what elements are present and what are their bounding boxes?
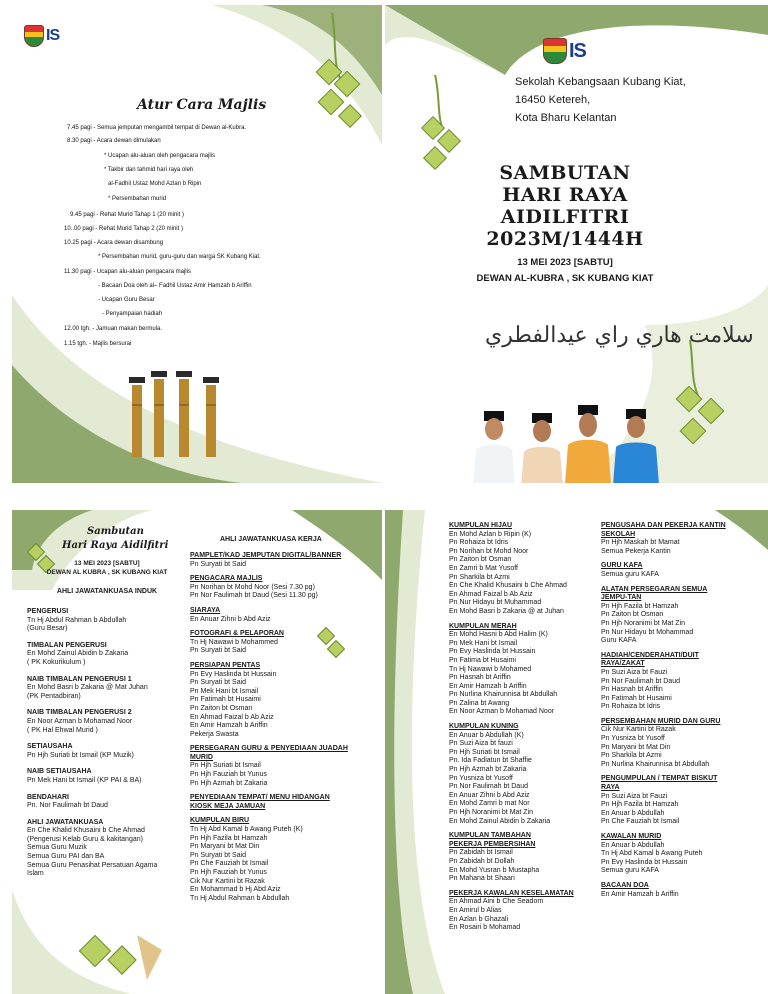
title-line: SAMBUTAN bbox=[499, 162, 631, 184]
group-member: En Amir Hamzah b Ariffin bbox=[449, 682, 527, 690]
group-heading: BACAAN DOA bbox=[601, 881, 649, 889]
group-member: Tn Hj Abdul Rahman b Abdullah bbox=[190, 894, 290, 902]
group-member: Pn Fatima bt Husaimi bbox=[449, 656, 516, 664]
group-heading: SIARAYA bbox=[190, 606, 221, 614]
group-member: Pekerja Swasta bbox=[190, 730, 239, 738]
group-member: Pn Suzi Aiza bt Fauzi bbox=[601, 792, 668, 800]
group-member: Pn Suzi Aiza bt Fauzi bbox=[601, 668, 668, 676]
group-heading: PENYEDIAAN TEMPAT/ MENU HIDANGAN KIOSK MEJA JAMUAN bbox=[190, 794, 330, 810]
agenda-line: 10.25 pagi - Acara dewan disambung bbox=[64, 240, 164, 246]
committee-page-right bbox=[385, 510, 768, 994]
group-member: Pn Suryati bt Said bbox=[190, 560, 247, 568]
role-heading: NAIB TIMBALAN PENGERUSI 1 bbox=[27, 675, 132, 683]
group-member: Tn Hj Abd Kamal b Awang Puteh bbox=[601, 850, 703, 858]
role-member: En Mohd Basri b Zakaria @ Mat Juhan bbox=[27, 684, 148, 692]
cover-page bbox=[385, 5, 768, 483]
role-member: Pn Mek Hani bt Ismail (KP PAI & BA) bbox=[27, 776, 142, 784]
group-heading: KAWALAN MURID bbox=[601, 833, 662, 840]
group-member: Pn Yusniza bt Yusoff bbox=[449, 774, 513, 782]
role-member: ( PK Kokurikulum ) bbox=[27, 658, 86, 666]
group-member: En Amir Hamzah b Ariffin bbox=[190, 722, 268, 730]
group-member: Pn Evy Haslinda bt Hussain bbox=[190, 670, 277, 678]
agenda-line: * Persembahan murid, guru-guru dan warga SK Kubang Kiat. bbox=[98, 254, 261, 260]
group-member: En Anuar b Abdullah (K) bbox=[449, 731, 524, 739]
group-photo bbox=[470, 405, 670, 483]
group-member: Pn Hjh Azmah bt Zakaria bbox=[449, 766, 527, 774]
group-member: Pn Hasnah bt Ariffin bbox=[601, 686, 663, 694]
agenda-line: 11.30 pagi - Ucapan alu-aluan pengacara majlis bbox=[64, 269, 191, 275]
group-member: Pn Nurlina Khairunnisa bt Abdullah bbox=[601, 760, 710, 768]
group-member: Pn Nur Hidayu bt Muhammad bbox=[449, 599, 542, 607]
school-address bbox=[515, 73, 686, 127]
role-member: En Noor Azman b Mohamad Noor bbox=[27, 717, 133, 725]
group-member: En Anuar Zihni b Abd Aziz bbox=[190, 615, 271, 623]
group-member: Pn Zaiton bt Osman bbox=[190, 704, 253, 712]
ketupat-icon bbox=[312, 615, 352, 675]
group-member: En Anuar b Abdullah bbox=[601, 841, 665, 849]
group-member: Pn Hasnah bt Ariffin bbox=[449, 674, 511, 682]
role-heading: SETIAUSAHA bbox=[27, 743, 73, 751]
address-line: 16450 Ketereh, bbox=[515, 94, 591, 106]
script-heading: Sambutan bbox=[87, 526, 144, 537]
group-heading: PEKERJA KAWALAN KESELAMATAN bbox=[449, 889, 574, 897]
group-heading: KUMPULAN MERAH bbox=[449, 622, 517, 630]
group-heading: KUMPULAN TAMBAHAN PEKERJA PEMBERSIHAN bbox=[449, 832, 536, 848]
ketupat-icon bbox=[22, 518, 62, 588]
group-heading: FOTOGRAFI & PELAPORAN bbox=[190, 630, 284, 638]
agenda-page bbox=[12, 5, 382, 483]
group-member: Pn Hjh Maskah bt Mamat bbox=[601, 539, 680, 547]
group-member: Guru KAFA bbox=[601, 637, 637, 645]
agenda-line: - Penyampaian hadiah bbox=[102, 311, 163, 317]
agenda-line: 1.15 tgh. - Majlis bersurai bbox=[64, 341, 132, 347]
group-member: Pn. Ida Fadiatun bt Shaffie bbox=[449, 757, 532, 765]
group-member: Pn Fatimah bt Husaimi bbox=[190, 696, 261, 704]
group-member: En Ahmad Faizal b Ab Aziz bbox=[190, 713, 274, 721]
main-committee-list bbox=[27, 600, 197, 879]
role-heading: TIMBALAN PENGERUSI bbox=[27, 641, 107, 649]
role-member: (Guru Besar) bbox=[27, 625, 68, 633]
group-member: Semua guru KAFA bbox=[601, 867, 659, 875]
group-member: En Amir Hamzah b Ariffin bbox=[601, 890, 679, 898]
group-member: Pn Norihan bt Mohd Noor (Sesi 7.30 pg) bbox=[190, 583, 315, 591]
agenda-line: 10..00 pagi - Rehat Murid Tahap 2 (20 minit ) bbox=[64, 226, 183, 232]
group-member: Tn Hj Nawawi b Mohammed bbox=[190, 638, 278, 646]
group-member: Pn Mek Hani bt Ismail bbox=[449, 639, 518, 647]
group-member: En Mohd Zainul Abidin b Zakaria bbox=[449, 817, 551, 825]
pelita-torch-icon bbox=[124, 365, 234, 460]
group-member: Pn Zabidah bt Dollah bbox=[449, 857, 515, 865]
group-member: En Anuar Zihni b Abd Aziz bbox=[449, 791, 530, 799]
group-member: Pn Hjh Noranimi bt Mat Zin bbox=[601, 619, 686, 627]
role-heading: BENDAHARI bbox=[27, 793, 69, 801]
group-member: Pn Nurlina Khairunnisa bt Abdullah bbox=[449, 691, 558, 699]
group-member: En Ahmad Aini b Che Seadom bbox=[449, 898, 544, 906]
group-member: Pn Evy Haslinda bt Hussain bbox=[601, 858, 688, 866]
group-member: Pn Sharkila bt Azmi bbox=[449, 573, 510, 581]
group-member: Pn Hjh Suriati bt Ismail bbox=[449, 748, 520, 756]
group-member: En Azlan b Ghazali bbox=[449, 915, 509, 923]
committee-heading: AHLI JAWATANKUASA KERJA bbox=[220, 536, 322, 543]
group-member: Cik Nur Kartini bt Razak bbox=[601, 726, 676, 734]
group-heading: ALATAN PERSEGARAN SEMUA JEMPU-TAN bbox=[601, 585, 708, 602]
crest-icon bbox=[543, 38, 567, 64]
group-member: Semua Pekerja Kantin bbox=[601, 547, 671, 555]
agenda-line: 12.00 tgh. - Jamuan makan bermula. bbox=[64, 326, 163, 332]
group-member: En Che Khalid Khusaini b Che Ahmad bbox=[449, 582, 567, 590]
is-logo-text: IS bbox=[46, 27, 60, 44]
group-member: Pn Mahana bt Shaari bbox=[449, 875, 515, 883]
group-member: Pn Maryani bt Mat Din bbox=[601, 743, 671, 751]
role-member: Semua Guru PAI dan BA bbox=[27, 853, 105, 861]
group-member: Pn Nor Faulimah bt Daud (Sesi 11.30 pg) bbox=[190, 592, 318, 600]
group-member: En Rosairi b Mohamad bbox=[449, 924, 521, 932]
event-date: 13 MEI 2023 [SABTU] bbox=[74, 560, 140, 567]
group-heading: PENGUSAHA DAN PEKERJA KANTIN SEKOLAH bbox=[601, 522, 726, 538]
school-logo bbox=[543, 38, 586, 64]
agenda-line: 8.30 pagi - Acara dewan dimulakan bbox=[67, 138, 161, 144]
calligraphy-greeting: سلامت هاري راي عيدالفطري bbox=[485, 323, 754, 348]
role-heading: NAIB TIMBALAN PENGERUSI 2 bbox=[27, 709, 132, 717]
role-member: En Mohd Zainul Abidin b Zakaria bbox=[27, 650, 129, 658]
agenda-line: al-Fadhil Ustaz Mohd Azlan b Ripin bbox=[108, 181, 202, 187]
role-heading: NAIB SETIAUSAHA bbox=[27, 768, 92, 776]
group-member: Pn Hjh Fazila bt Hamzah bbox=[601, 602, 679, 610]
event-venue: DEWAN AL-KUBRA , SK KUBANG KIAT bbox=[476, 273, 654, 284]
group-member: Tn Hj Nawawi b Mohamed bbox=[449, 665, 532, 673]
role-member: Pn. Nor Faulimah bt Daud bbox=[27, 802, 108, 810]
work-committee-list bbox=[190, 546, 380, 903]
role-heading: AHLI JAWATANKUASA bbox=[27, 818, 104, 826]
role-member: Semua Guru Penasihat Persatuan Agama bbox=[27, 861, 158, 869]
is-logo-text: IS bbox=[569, 39, 586, 62]
group-heading: PERSEGARAN GURU & PENYEDIAAN JUADAH MURID bbox=[190, 745, 348, 761]
ketupat-icon bbox=[660, 340, 740, 470]
group-list-left bbox=[449, 516, 599, 933]
group-heading: GURU KAFA bbox=[601, 562, 643, 570]
group-member: Pn Che Fauziah bt Ismail bbox=[190, 860, 269, 868]
agenda-line: * Persembahan murid bbox=[108, 196, 167, 202]
group-member: En Anuar b Abdullah bbox=[601, 809, 665, 817]
group-member: Pn Rohaiza bt Idris bbox=[449, 539, 509, 547]
group-heading: PERSEMBAHAN MURID DAN GURU bbox=[601, 717, 721, 725]
group-member: Tn Hj Abd Kamal b Awang Puteh (K) bbox=[190, 826, 303, 834]
address-line: Sekolah Kebangsaan Kubang Kiat, bbox=[515, 76, 686, 88]
role-member: En Che Khalid Khusaini b Che Ahmad bbox=[27, 827, 145, 835]
group-member: Pn Hjh Suriati bt Ismail bbox=[190, 762, 261, 770]
agenda-title: Atur Cara Majlis bbox=[137, 97, 267, 113]
group-heading: PENGUMPULAN / TEMPAT BISKUT RAYA bbox=[601, 775, 718, 792]
group-member: Pn Suryati bt Said bbox=[190, 647, 247, 655]
role-heading: PENGERUSI bbox=[27, 608, 69, 615]
committee-heading: AHLI JAWATANKUASA INDUK bbox=[56, 588, 158, 595]
group-member: Cik Nur Kartini bt Razak bbox=[190, 877, 265, 885]
group-member: Pn Fatimah bt Husaimi bbox=[601, 694, 672, 702]
committee-page-left bbox=[12, 510, 382, 994]
agenda-line: * Takbir dan tahmid hari raya oleh bbox=[104, 167, 194, 173]
group-member: Pn Suzi Aiza bt fauzi bbox=[449, 740, 513, 748]
group-member: Pn Zaiton bt Osman bbox=[449, 556, 512, 564]
group-member: Pn Che Fauziah bt Ismail bbox=[601, 818, 680, 826]
group-member: Pn Yusniza bt Yusoff bbox=[601, 735, 665, 743]
group-member: Pn Hjh Fauziah bt Yunus bbox=[190, 771, 267, 779]
role-member: (PK Pentadbiran) bbox=[27, 692, 81, 700]
title-line: HARI RAYA AIDILFITRI bbox=[500, 183, 630, 228]
group-heading: PERSIAPAN PENTAS bbox=[190, 661, 261, 669]
agenda-list bbox=[12, 5, 382, 365]
group-heading: HADIAH/CENDERAHATI/DUIT RAYA/ZAKAT bbox=[601, 651, 699, 668]
group-member: Pn Zabidah bt Ismail bbox=[449, 849, 513, 857]
agenda-line: * Ucapan alu-aluan oleh pengacara majlis bbox=[104, 153, 216, 159]
address-line: Kota Bharu Kelantan bbox=[515, 112, 617, 124]
group-member: Pn Sharkila bt Azmi bbox=[601, 752, 662, 760]
group-member: En Noor Azman b Mohamad Noor bbox=[449, 708, 555, 716]
agenda-line: - Bacaan Doa oleh al– Fadhil Ustaz Amir Hamzah b Ariffin bbox=[98, 283, 252, 289]
ketupat-food-icon bbox=[72, 910, 172, 990]
group-member: En Ahmad Faizal b Ab Aziz bbox=[449, 590, 533, 598]
group-member: Pn Nor Faulimah bt Daud bbox=[449, 783, 528, 791]
role-member: Pn Hjh Suriati bt Ismail (KP Muzik) bbox=[27, 751, 134, 759]
people-illustration bbox=[470, 405, 670, 483]
role-member: ( PK Hal Ehwal Murid ) bbox=[27, 726, 98, 734]
group-member: Pn Mek Hani bt Ismail bbox=[190, 687, 259, 695]
group-member: Pn Zaiton bt Osman bbox=[601, 611, 664, 619]
group-member: En Mohd Zamri b mat Nor bbox=[449, 800, 530, 808]
group-member: En Mohd Hasni b Abd Halim (K) bbox=[449, 631, 548, 639]
group-member: Pn Norihan bt Mohd Noor bbox=[449, 547, 529, 555]
agenda-line: 7.45 pagi - Semua jemputan mengambil tempat di Dewan al-Kubra. bbox=[67, 125, 247, 131]
agenda-line: - Ucapan Guru Besar bbox=[98, 297, 155, 303]
event-venue: DEWAN AL KUBRA , SK KUBANG KIAT bbox=[46, 569, 168, 576]
title-line: 2023M/1444H bbox=[486, 227, 644, 250]
group-member: Pn Nur Hidayu bt Mohammad bbox=[601, 628, 694, 636]
group-heading: KUMPULAN BIRU bbox=[190, 817, 250, 825]
group-list-right bbox=[601, 516, 761, 899]
role-member: Tn Hj Abdul Rahman b Abdullah bbox=[27, 616, 127, 624]
role-member: (Pengerusi Kelab Guru & kakitangan) bbox=[27, 835, 143, 843]
group-member: Pn Hjh Azmah bt Zakaria bbox=[190, 779, 268, 787]
group-heading: KUMPULAN HIJAU bbox=[449, 522, 512, 529]
group-member: Pn Hjh Noranimi bt Mat Zin bbox=[449, 809, 534, 816]
agenda-line: 9.45 pagi - Rehat Murid Tahap 1 (20 minit ) bbox=[70, 212, 184, 218]
group-member: Semua guru KAFA bbox=[601, 570, 659, 578]
event-title bbox=[440, 163, 690, 250]
group-member: Pn Hjh Fauziah bt Yunus bbox=[190, 869, 267, 876]
group-member: Pn Rohaiza bt Idris bbox=[601, 703, 661, 711]
group-member: Pn Hjh Fazila bt Hamzah bbox=[601, 801, 679, 809]
event-date: 13 MEI 2023 [SABTU] bbox=[517, 257, 613, 268]
group-member: En Mohd Yusran b Mustapha bbox=[449, 866, 540, 874]
group-member: En Mohd Azlan b Ripin (K) bbox=[449, 530, 532, 538]
group-member: En Amirul b Alias bbox=[449, 906, 502, 914]
group-member: Pn Suryati bt Said bbox=[190, 851, 247, 859]
group-member: En Mohd Basri b Zakaria @ at Juhan bbox=[449, 607, 564, 615]
group-member: Pn Zalina bt Awang bbox=[449, 699, 510, 707]
role-member: Semua Guru Muzik bbox=[27, 844, 87, 852]
group-member: Pn Maryani bt Mat Din bbox=[190, 843, 260, 851]
group-member: En Zamri b Mat Yusoff bbox=[449, 564, 518, 572]
group-member: Pn Evy Haslinda bt Hussain bbox=[449, 648, 536, 656]
group-heading: PAMPLET/KAD JEMPUTAN DIGITAL/BANNER bbox=[190, 552, 342, 559]
group-heading: PENGACARA MAJLIS bbox=[190, 575, 263, 583]
group-member: Pn Suryati bt Said bbox=[190, 679, 247, 687]
group-heading: KUMPULAN KUNING bbox=[449, 723, 519, 731]
role-member: Islam bbox=[27, 870, 44, 878]
script-heading: Hari Raya Aidilfitri bbox=[62, 540, 169, 551]
group-member: En Mohammad b Hj Abd Aziz bbox=[190, 886, 281, 894]
group-member: Pn Hjh Fazila bt Hamzah bbox=[190, 834, 268, 842]
group-member: Pn Nor Faulimah bt Daud bbox=[601, 677, 680, 685]
